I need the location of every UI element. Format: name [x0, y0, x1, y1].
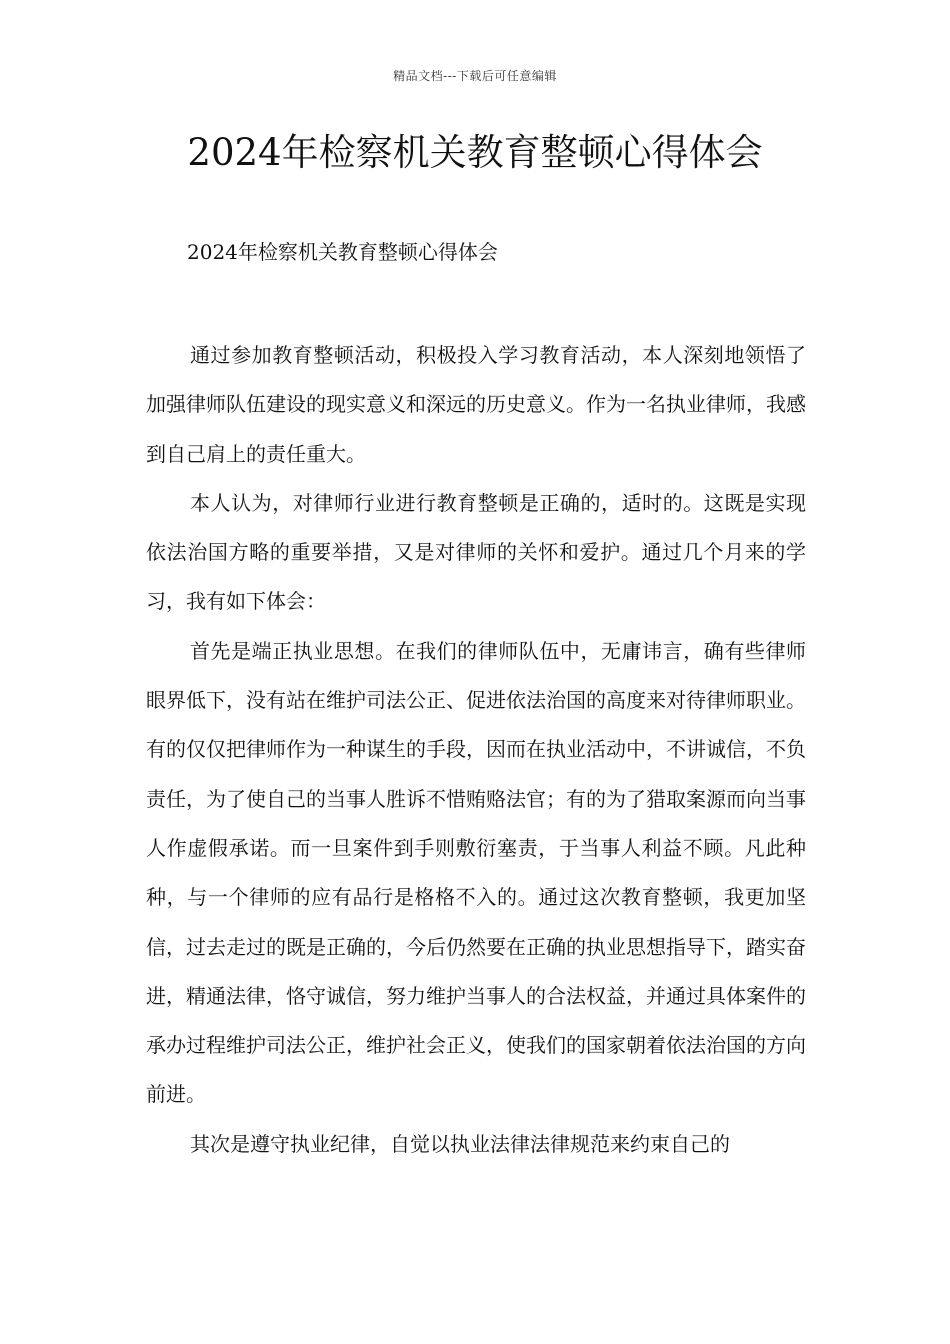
document-body: [146, 331, 806, 1169]
paragraph-2: 本人认为，对律师行业进行教育整顿是正确的，适时的。这既是实现依法治国方略的重要举措，又是对律师的关怀和爱护。通过几个月来的学习，我有如下体会：: [146, 490, 806, 614]
paragraph-4: 其次是遵守执业纪律，自觉以执业法律法律规范来约束自己的: [190, 1131, 730, 1156]
document-title: 2024年检察机关教育整顿心得体会: [187, 131, 763, 174]
document-subtitle: 2024年检察机关教育整顿心得体会: [187, 240, 498, 264]
paragraph-1: 通过参加教育整顿活动，积极投入学习教育活动，本人深刻地领悟了加强律师队伍建设的现实意义和深远的历史意义。作为一名执业律师，我感到自己肩上的责任重大。: [146, 343, 806, 466]
paragraph-3: 首先是端正执业思想。在我们的律师队伍中，无庸讳言，确有些律师眼界低下，没有站在维护司法公正、促进依法治国的高度来对待律师职业。有的仅仅把律师作为一种谋生的手段，因而在执业活动中，不讲诚信，不负责任，为了使自己的当事人胜诉不惜贿赂法官；有的为了猎取案源而向当事人作虚假承诺。而一旦案件到手则敷衍塞责，于当事人利益不顾。凡此种种，与一个律师的应有品行是格格不入的。通过这次教育整顿，我更加坚信，过去走过的既是正确的，今后仍然要在正确的执业思想指导下，踏实奋进，精通法律，恪守诚信，努力维护当事人的合法权益，并通过具体案件的承办过程维护司法公正，维护社会正义，使我们的国家朝着依法治国的方向前进。: [146, 638, 806, 1107]
header-note: 精品文档---下载后可任意编辑: [393, 69, 557, 83]
